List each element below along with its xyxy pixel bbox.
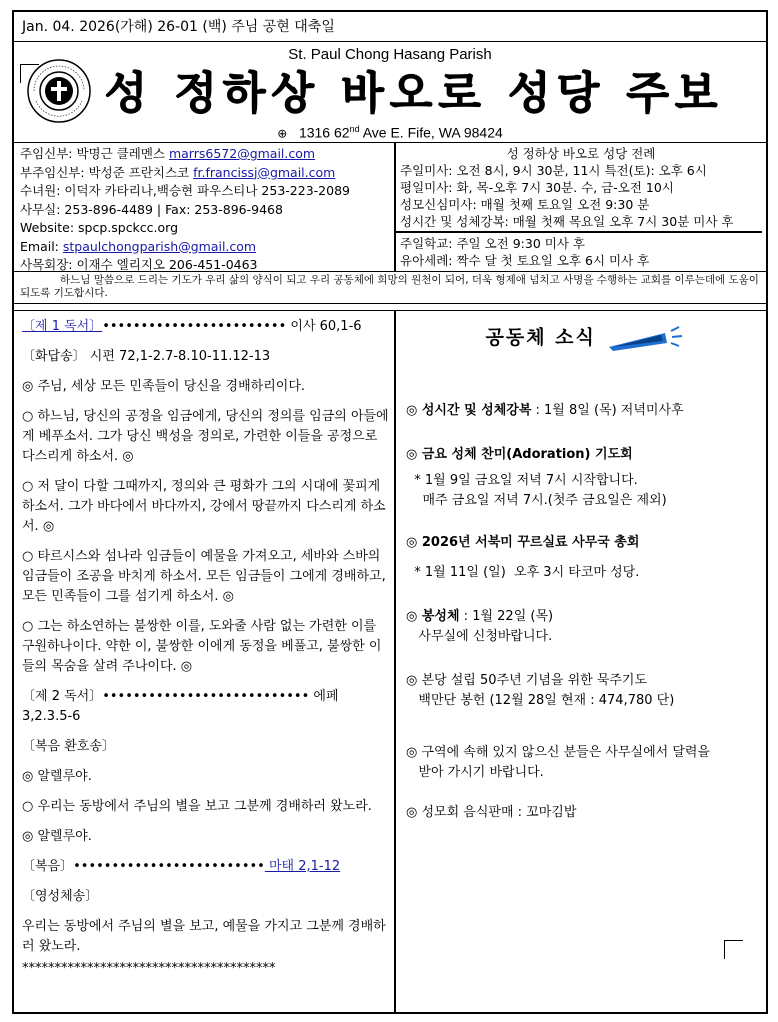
divider [14, 304, 766, 311]
news-item: ◎ 성모회 음식판매 : 꼬마김밥 [406, 805, 577, 820]
second-reading: 〔제 2 독서〕••••••••••••••••••••••••••• 에페 3,2.3.5-6 [22, 689, 339, 724]
staff-list [20, 145, 392, 275]
email-link[interactable]: stpaulchongparish@gmail.com [62, 238, 257, 254]
news-item: ◎ 금요 성체 찬미(Adoration) 기도회 [406, 447, 633, 462]
news-item: ◎ 봉성체 : 1월 22일 (목) [406, 609, 554, 624]
mass-line: 성모신심미사: 매월 첫째 토요일 오전 9:30 분 [400, 197, 650, 212]
psalm-verse: ○ 하느님, 당신의 공정을 임금에게, 당신의 정의를 임금의 아들에게 베푸소서. 그가 당신 백성을 정의로, 가련한 이들을 공정으로 다스리게 하소서. ◎ [22, 409, 389, 464]
news-item: ◎ 2026년 서북미 꾸르실료 사무국 총회 [406, 535, 640, 550]
location-icon: ⊕ [277, 126, 288, 141]
address-suffix: nd [349, 124, 360, 134]
schedule-line: 주일학교: 주일 오전 9:30 미사 후 [400, 236, 585, 251]
staff-line: 주임신부: 박명근 클레멘스 marrs6572@gmail.com [20, 146, 316, 161]
alleluia: ◎ 알렐루야. [22, 829, 92, 844]
news-item-detail: * 1월 11일 (일) 오후 3시 타코마 성당. [406, 565, 640, 580]
readings-column [22, 317, 390, 989]
news-column [406, 317, 764, 823]
psalm-heading: 〔화답송〕 시편 72,1-2.7-8.10-11.12-13 [22, 349, 271, 364]
date-line: Jan. 04. 2026(가해) 26-01 (백) 주님 공현 대축일 [14, 12, 766, 42]
staff-line: 수녀원: 이덕자 카타리나,백승현 파우스티나 253-223-2089 [20, 183, 350, 198]
email-link[interactable]: fr.francissj@gmail.com [193, 164, 336, 180]
acclamation-verse: ○ 우리는 동방에서 주님의 별을 보고 그분께 경배하러 왔노라. [22, 799, 372, 814]
psalm-verse: ○ 저 달이 다할 그때까지, 정의와 큰 평화가 그의 시대에 꽃피게 하소서. 그가 바다에서 바다까지, 강에서 땅끝까지 다스리게 하소서. ◎ [22, 479, 386, 534]
staff-line: Website: spcp.spckcc.org [20, 220, 179, 235]
parish-name-english: St. Paul Chong Hasang Parish [288, 46, 492, 63]
divider [394, 143, 396, 271]
news-item-detail: 사무실에 신청바랍니다. [406, 629, 553, 644]
news-item-detail: 받아 가시기 바랍니다. [406, 765, 544, 780]
schedule-line: 유아세례: 짝수 달 첫 토요일 오후 6시 미사 후 [400, 253, 650, 268]
address-number: 1316 62 [298, 124, 350, 141]
news-item: ◎ 본당 설립 50주년 기념을 위한 묵주기도 [406, 673, 648, 688]
mass-line: 주일미사: 오전 8시, 9시 30분, 11시 특전(토): 오후 6시 [400, 163, 707, 178]
communion-antiphon: 우리는 동방에서 주님의 별을 보고, 예물을 가지고 그분께 경배하러 왔노라. [22, 919, 386, 954]
staff-line: Email: stpaulchongparish@gmail.com [20, 238, 257, 254]
corner-mark [724, 940, 743, 959]
mass-line: 성시간 및 성체강복: 매월 첫째 목요일 오후 7시 30분 미사 후 [400, 214, 734, 229]
alleluia: ◎ 알렐루야. [22, 769, 92, 784]
prayer-text: 하느님 말씀으로 드리는 기도가 우리 삶의 양식이 되고 우리 공동체에 희망의 원천이 되어, 더욱 형제애 넘치고 사명을 수행하는 교회를 이루는데에 도움이 되도록 기도합시다. [20, 274, 759, 299]
column-divider [394, 310, 396, 1014]
psalm-response: ◎ 주님, 세상 모든 민족들이 당신을 경배하리이다. [22, 379, 306, 394]
staff-line: 사목회장: 이재수 엘리지오 206-451-0463 [20, 257, 258, 272]
news-title: 공동체 소식 [485, 326, 596, 349]
school-baptism [400, 235, 762, 269]
parish-address [14, 124, 766, 141]
news-item: ◎ 성시간 및 성체강복 : 1월 8일 (목) 저녁미사후 [406, 403, 684, 418]
news-item-detail: * 1월 9일 금요일 저녁 7시 시작합니다. 매주 금요일 저녁 7시.(첫주 금요일은 제외) [414, 473, 667, 508]
staff-line: 부주임신부: 박성준 프란치스코 fr.francissj@gmail.com [20, 164, 336, 180]
divider [394, 231, 762, 233]
news-item: ◎ 구역에 속해 있지 않으신 분들은 사무실에서 달력을 [406, 745, 710, 760]
staff-line: 사무실: 253-896-4489 | Fax: 253-896-9468 [20, 201, 283, 217]
parish-name-korean: 성 정하상 바오로 성당 주보 [104, 68, 724, 119]
gospel-reading: 〔복음〕••••••••••••••••••••••••• 마태 2,1-12 [22, 859, 341, 874]
news-header [406, 325, 764, 351]
communion-heading: 〔영성체송〕 [22, 889, 99, 904]
address-street: Ave E. Fife, WA 98424 [359, 124, 503, 141]
megaphone-icon [605, 325, 685, 351]
bulletin-page [12, 10, 768, 1014]
news-item-detail: 백만단 봉헌 (12월 28일 현재 : 474,780 단) [406, 693, 675, 708]
gospel-acclamation: 〔복음 환호송〕 [22, 739, 115, 754]
prayer-banner [14, 272, 766, 304]
info-box [14, 142, 766, 272]
mass-line: 평일미사: 화, 목-오후 7시 30분. 수, 금-오전 10시 [400, 180, 674, 195]
email-link[interactable]: marrs6572@gmail.com [168, 146, 316, 161]
mass-schedule [400, 145, 762, 268]
psalm-verse: ○ 그는 하소연하는 불쌍한 이를, 도와줄 사람 없는 가련한 이를 구원하나이다. 약한 이, 불쌍한 이에게 동정을 베풀고, 불쌍한 이들의 목숨을 살려 주나이다. ◎ [22, 619, 382, 674]
corner-mark [20, 64, 39, 83]
star-divider: *************************************** [22, 961, 276, 976]
mass-title: 성 정하상 바오로 성당 전례 [506, 146, 656, 161]
psalm-verse: ○ 타르시스와 섬나라 임금들이 예물을 가져오고, 세바와 스바의 임금들이 조공을 바치게 하소서. 모든 임금들이 그에게 경배하고, 모든 민족들이 그를 섬기게 하소서. ◎ [22, 549, 386, 604]
first-reading: 〔제 1 독서〕•••••••••••••••••••••••• 이사 60,1-6 [22, 319, 362, 334]
